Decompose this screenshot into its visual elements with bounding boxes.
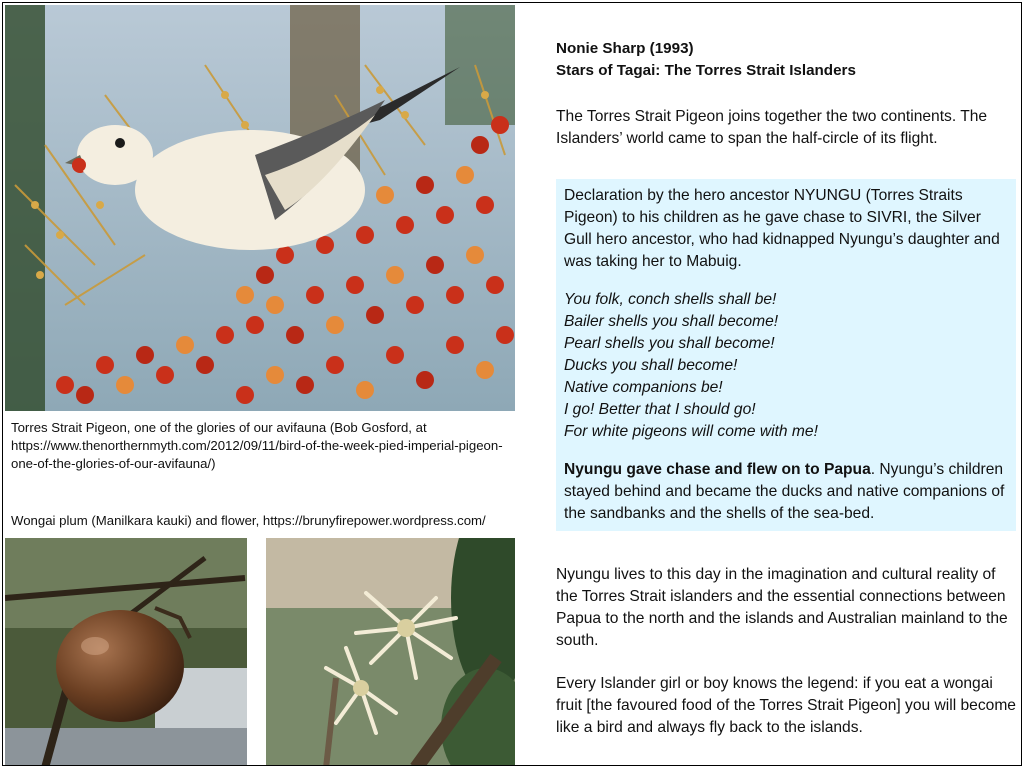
book-title: Stars of Tagai: The Torres Strait Islanders — [556, 62, 856, 79]
pigeon-caption: Torres Strait Pigeon, one of the glories of our avifauna (Bob Gosford, at https://www.thenorthernmyth.com/2012/09/11/bird-of-the-week-pied-imperial-pigeon-one-of-the-glories-of-our-avifauna/) — [11, 420, 503, 471]
wongai-flower-photo — [266, 538, 515, 766]
body-paragraph-2: Every Islander girl or boy knows the legend: if you eat a wongai fruit [the favoured food of the Torres Strait Pigeon] you will become like a bird and always fly back to the islands. — [556, 675, 1016, 736]
pigeon-photo — [5, 5, 515, 411]
slide — [2, 2, 1022, 766]
source-heading — [556, 38, 996, 82]
outcome-paragraph — [564, 459, 1012, 525]
intro-paragraph: The Torres Strait Pigeon joins together the two continents. The Islanders’ world came to span the half-circle of its flight. — [556, 108, 988, 147]
verse-line: I go! Better that I should go! — [564, 401, 756, 418]
outcome-rest: . Nyungu’s children stayed behind and became the ducks and native companions of the sandbanks and the shells of the sea-bed. — [564, 461, 1005, 522]
verse-line: Ducks you shall become! — [564, 357, 738, 374]
outcome-bold: Nyungu gave chase and flew on to Papua — [564, 461, 871, 478]
verse-line: Bailer shells you shall become! — [564, 313, 779, 330]
body-paragraph-1: Nyungu lives to this day in the imagination and cultural reality of the Torres Strait islanders and the essential connections between Papua to the north and the islands and Australian mainland to the south. — [556, 566, 1008, 649]
verse-line: You folk, conch shells shall be! — [564, 291, 777, 308]
author-line: Nonie Sharp (1993) — [556, 40, 694, 57]
wongai-caption: Wongai plum (Manilkara kauki) and flower, https://brunyfirepower.wordpress.com/ — [11, 513, 486, 528]
declaration-paragraph: Declaration by the hero ancestor NYUNGU (Torres Straits Pigeon) to his children as he gave chase to SIVRI, the Silver Gull hero ancestor, who had kidnapped Nyungu’s daughter and was taking her to Mabuig. — [564, 187, 1000, 270]
declaration-quote-box — [556, 179, 1016, 531]
verse-line: For white pigeons will come with me! — [564, 423, 818, 440]
verse-line: Pearl shells you shall become! — [564, 335, 775, 352]
wongai-plum-photo — [5, 538, 247, 766]
verse-line: Native companions be! — [564, 379, 723, 396]
declaration-verse — [564, 289, 1012, 443]
